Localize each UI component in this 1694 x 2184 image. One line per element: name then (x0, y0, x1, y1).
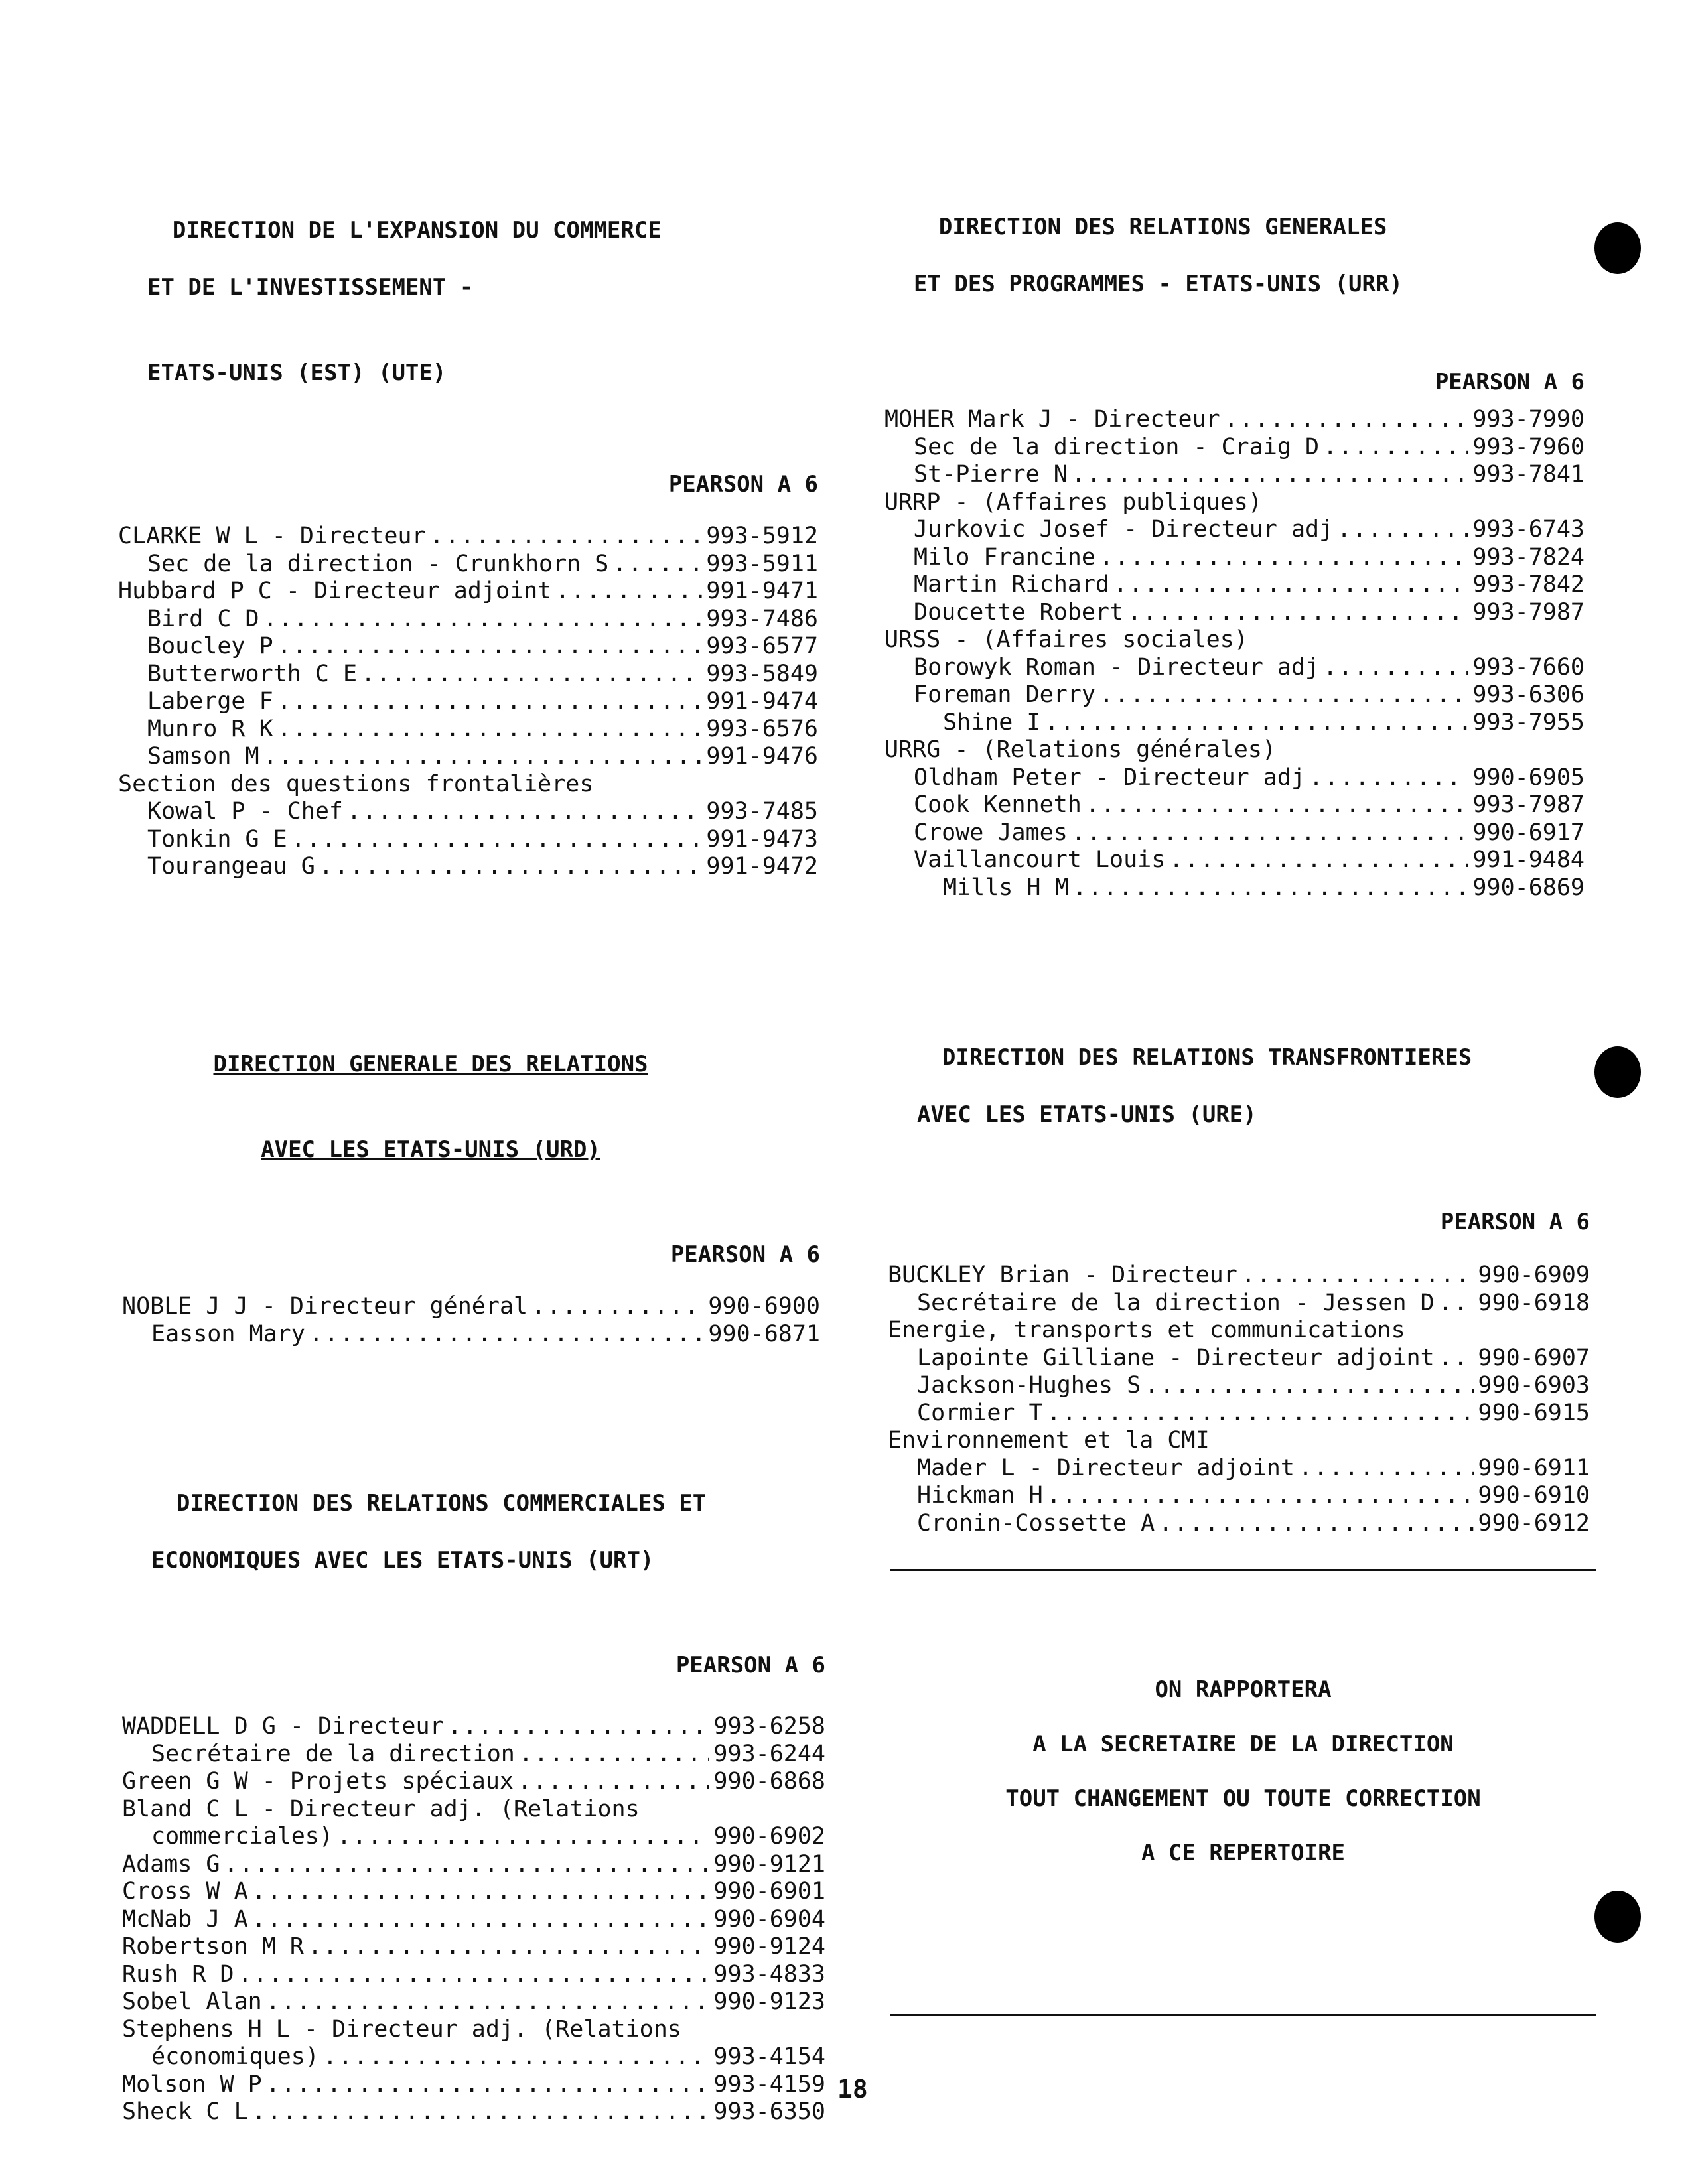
entry-phone: 990-6909 (1478, 1262, 1590, 1288)
entry-name: Rush R D (122, 1960, 234, 1988)
dot-leader (1099, 681, 1468, 709)
entry-name: Milo Francine (914, 543, 1095, 571)
entry-name: Green G W - Projets spéciaux (122, 1768, 514, 1795)
title-line: ECONOMIQUES AVEC LES ETATS-UNIS (URT) (151, 1547, 654, 1574)
entry-name: BUCKLEY Brian - Directeur (888, 1262, 1237, 1288)
entry-phone: 993-4833 (713, 1960, 825, 1988)
entry-phone: 990-6918 (1478, 1289, 1590, 1316)
dot-leader (337, 1823, 709, 1851)
section-title (888, 1015, 1590, 1186)
directory-entry (122, 2071, 825, 2099)
entry-name: Robertson M R (122, 1933, 304, 1960)
directory-entry (122, 1878, 825, 1906)
directory-entry (888, 1317, 1590, 1345)
entry-name: Jurkovic Josef - Directeur adj (914, 516, 1334, 543)
directory-entry (122, 1741, 825, 1769)
entry-name: Munro R K (147, 715, 273, 742)
entry-phone: 993-4154 (713, 2043, 825, 2070)
directory-entry (118, 771, 818, 799)
section-urr (884, 184, 1585, 902)
location-label: PEARSON A 6 (668, 471, 818, 498)
notice-line: TOUT CHANGEMENT OU TOUTE CORRECTION (1005, 1785, 1481, 1812)
dot-leader (263, 743, 703, 771)
entry-name: Mills H M (943, 874, 1069, 901)
title-line: DIRECTION DE L'EXPANSION DU COMMERCE (172, 217, 662, 243)
entry-phone: 993-6244 (713, 1740, 825, 1767)
entry-name: MOHER Mark J - Directeur (884, 406, 1220, 433)
directory-entry (888, 1400, 1590, 1428)
directory-entry (884, 461, 1585, 489)
entry-phone: 993-7824 (1472, 543, 1585, 571)
dot-leader (277, 633, 703, 661)
directory-entry (884, 599, 1585, 627)
entry-name: Easson Mary (151, 1320, 305, 1347)
entry-name: URRG - (Relations générales) (884, 736, 1277, 763)
entry-name: Tourangeau G (147, 853, 315, 880)
dot-leader (1072, 819, 1469, 847)
title-line: ET DE L'INVESTISSEMENT - (147, 274, 474, 301)
section-ute (118, 188, 818, 881)
title-line: DIRECTION DES RELATIONS GENERALES (938, 214, 1387, 240)
dot-leader (252, 1878, 710, 1906)
entry-phone: 993-6577 (706, 633, 818, 659)
entry-phone: 991-9473 (706, 825, 818, 853)
directory-entry (122, 2098, 825, 2126)
title-line: ETATS-UNIS (EST) (UTE) (147, 360, 447, 386)
entry-phone: 990-6911 (1478, 1454, 1590, 1481)
directory-entry (118, 551, 818, 579)
title-line: AVEC LES ETATS-UNIS (URD) (261, 1136, 600, 1163)
dot-leader (1299, 1455, 1474, 1483)
directory-entry (118, 633, 818, 661)
entry-phone: 993-7990 (1472, 406, 1585, 433)
entry-phone: 993-5849 (706, 660, 818, 687)
entries-list (122, 1713, 825, 2126)
dot-leader (612, 551, 702, 579)
dot-leader (308, 1933, 709, 1961)
directory-entry (122, 1796, 825, 1824)
dot-leader (1159, 1510, 1474, 1538)
directory-entry (118, 688, 818, 716)
entry-name: Laberge F (147, 688, 273, 715)
entry-phone: 993-7660 (1472, 653, 1585, 681)
entry-phone: 991-9474 (706, 688, 818, 715)
dot-leader (1337, 516, 1468, 544)
directory-entry (122, 1293, 820, 1321)
title-line: DIRECTION GENERALE DES RELATIONS (213, 1051, 648, 1077)
dot-leader (291, 826, 703, 854)
directory-entry (122, 1933, 825, 1961)
binder-hole-icon (1594, 1891, 1641, 1943)
directory-entry (884, 516, 1585, 544)
dot-leader (448, 1713, 710, 1741)
entry-name: CLARKE W L - Directeur (118, 523, 426, 549)
directory-entry (884, 709, 1585, 737)
notice-line: A CE REPERTOIRE (1141, 1840, 1346, 1866)
directory-entry (888, 1455, 1590, 1483)
entry-phone: 993-6306 (1472, 681, 1585, 708)
entry-phone: 990-6869 (1472, 874, 1585, 901)
entry-name: Mader L - Directeur adjoint (917, 1454, 1295, 1481)
dot-leader (1145, 1372, 1474, 1400)
entry-phone: 993-7955 (1472, 709, 1585, 736)
notice-line: A LA SECRETAIRE DE LA DIRECTION (1032, 1731, 1454, 1757)
entry-name: WADDELL D G - Directeur (122, 1713, 444, 1740)
entry-name: Oldham Peter - Directeur adj (914, 764, 1306, 791)
entry-phone: 991-9476 (706, 743, 818, 770)
entry-name: Butterworth C E (147, 660, 358, 687)
entry-phone: 990-6900 (708, 1293, 820, 1320)
location-label: PEARSON A 6 (670, 1241, 820, 1268)
dot-leader (1309, 764, 1468, 792)
correction-notice (890, 1676, 1596, 1894)
section-title (118, 188, 818, 444)
directory-entry (884, 571, 1585, 599)
entry-name: Kowal P - Chef (147, 798, 344, 825)
entry-name: NOBLE J J - Directeur général (122, 1293, 528, 1320)
dot-leader (263, 606, 703, 634)
entry-name: Samson M (147, 743, 259, 770)
entry-name: Doucette Robert (914, 598, 1124, 626)
directory-entry (122, 1906, 825, 1934)
directory-entry (884, 434, 1585, 462)
title-line: ET DES PROGRAMMES - ETATS-UNIS (URR) (914, 271, 1403, 297)
directory-entry (884, 791, 1585, 819)
dot-leader (323, 2043, 710, 2071)
directory-entry (884, 681, 1585, 709)
entry-name: Stephens H L - Directeur adj. (Relations (122, 2015, 681, 2043)
directory-entry (888, 1262, 1590, 1290)
dot-leader (266, 1988, 710, 2016)
entry-phone: 990-6910 (1478, 1482, 1590, 1509)
entry-name: Borowyk Roman - Directeur adj (914, 653, 1320, 681)
entry-phone: 990-6907 (1478, 1344, 1590, 1371)
dot-leader (277, 716, 703, 744)
entry-phone: 991-9471 (706, 578, 818, 604)
entry-phone: 993-5912 (706, 523, 818, 549)
dot-leader (1045, 709, 1469, 737)
section-title (96, 993, 766, 1221)
dot-leader (1439, 1290, 1474, 1318)
dot-leader (1323, 434, 1468, 462)
entry-phone: 993-7486 (706, 605, 818, 632)
directory-entry (884, 489, 1585, 517)
binder-hole-icon (1594, 1046, 1641, 1098)
binder-hole-icon (1594, 222, 1641, 274)
entry-name: Environnement et la CMI (888, 1427, 1210, 1454)
entry-name: Cormier T (917, 1399, 1043, 1426)
dot-leader (1047, 1482, 1474, 1510)
location-label: PEARSON A 6 (1435, 369, 1585, 395)
dot-leader (277, 688, 703, 716)
entry-name: Sec de la direction - Crunkhorn S (147, 550, 609, 577)
location-label: PEARSON A 6 (675, 1652, 825, 1678)
dot-leader (252, 1906, 710, 1934)
directory-entry (888, 1510, 1590, 1538)
title-line: DIRECTION DES RELATIONS COMMERCIALES ET (176, 1490, 707, 1517)
directory-entry (122, 1768, 825, 1796)
dot-leader (266, 2071, 710, 2099)
section-urd (122, 993, 820, 1348)
directory-entry (122, 1851, 825, 1879)
dot-leader (519, 1741, 710, 1769)
entry-name: Sobel Alan (122, 1988, 262, 2015)
directory-entry (122, 1961, 825, 1989)
directory-entry (888, 1482, 1590, 1510)
entry-phone: 990-9124 (713, 1933, 825, 1960)
entry-phone: 993-7987 (1472, 598, 1585, 626)
dot-leader (1224, 406, 1469, 434)
directory-entry (118, 826, 818, 854)
entry-name: Hubbard P C - Directeur adjoint (118, 578, 552, 604)
entry-phone: 990-9123 (713, 1988, 825, 2015)
entry-phone: 993-7841 (1472, 461, 1585, 488)
entry-name: Sheck C L (122, 2098, 248, 2125)
entry-name: Section des questions frontalières (118, 770, 594, 797)
entry-phone: 993-7842 (1472, 571, 1585, 598)
entry-name: Secrétaire de la direction - Jessen D (917, 1289, 1435, 1316)
entry-phone: 993-5911 (706, 550, 818, 577)
directory-entry (118, 716, 818, 744)
directory-entry (122, 1988, 825, 2016)
directory-entry (122, 1321, 820, 1349)
entry-name: Cook Kenneth (914, 791, 1082, 818)
entry-phone: 993-7960 (1472, 433, 1585, 460)
dot-leader (1439, 1345, 1474, 1373)
entry-phone: 990-6905 (1472, 764, 1585, 791)
dot-leader (555, 578, 702, 606)
directory-entry (118, 661, 818, 689)
title-line: AVEC LES ETATS-UNIS (URE) (917, 1101, 1257, 1128)
directory-entry (118, 853, 818, 881)
dot-leader (1073, 874, 1469, 902)
directory-entry (888, 1427, 1590, 1455)
entry-phone: 990-6917 (1472, 819, 1585, 846)
dot-leader (309, 1321, 705, 1349)
entry-phone: 993-4159 (713, 2071, 825, 2098)
directory-entry (884, 406, 1585, 434)
entry-name: commerciales) (151, 1823, 333, 1850)
entry-name: Bird C D (147, 605, 259, 632)
section-title (884, 184, 1585, 356)
entry-phone: 993-6743 (1472, 516, 1585, 543)
directory-entry (118, 606, 818, 634)
entry-phone: 993-7485 (706, 798, 818, 825)
entry-name: Bland C L - Directeur adj. (Relations (122, 1795, 640, 1822)
dot-leader (1099, 544, 1468, 572)
entry-phone: 990-6915 (1478, 1399, 1590, 1426)
dot-leader (347, 798, 702, 826)
entry-phone: 990-6868 (713, 1768, 825, 1795)
dot-leader (518, 1768, 709, 1796)
dot-leader (1127, 599, 1468, 627)
entry-name: Molson W P (122, 2071, 262, 2098)
section-ure (888, 1015, 1590, 1537)
entry-name: Secrétaire de la direction (151, 1740, 515, 1767)
entry-name: URRP - (Affaires publiques) (884, 488, 1262, 515)
dot-leader (319, 853, 703, 881)
directory-entry (118, 743, 818, 771)
entry-phone: 993-6576 (706, 715, 818, 742)
dot-leader (238, 1961, 710, 1989)
entry-phone: 993-7987 (1472, 791, 1585, 818)
entry-phone: 991-9484 (1472, 847, 1585, 873)
dot-leader (361, 661, 702, 689)
entry-name: Lapointe Gilliane - Directeur adjoint (917, 1344, 1435, 1371)
notice-bottom-rule (890, 2014, 1596, 2016)
entries-list (884, 406, 1585, 902)
directory-entry (884, 819, 1585, 847)
entry-name: Jackson-Hughes S (917, 1372, 1141, 1399)
entries-list (122, 1293, 820, 1348)
entry-phone: 990-6902 (713, 1823, 825, 1850)
title-line: DIRECTION DES RELATIONS TRANSFRONTIERES (942, 1044, 1472, 1071)
directory-entry (122, 1713, 825, 1741)
directory-entry (122, 2016, 825, 2044)
entry-name: Crowe James (914, 819, 1068, 846)
directory-entry (884, 544, 1585, 572)
entry-phone: 990-6901 (713, 1878, 825, 1905)
directory-entry (118, 578, 818, 606)
directory-entry (122, 2043, 825, 2071)
directory-entry (118, 798, 818, 826)
entry-name: Vaillancourt Louis (914, 847, 1166, 873)
dot-leader (430, 523, 703, 551)
entry-name: Shine I (943, 709, 1041, 736)
dot-leader (224, 1851, 710, 1879)
entry-phone: 993-6258 (713, 1713, 825, 1740)
directory-entry (884, 736, 1585, 764)
directory-entry (888, 1372, 1590, 1400)
directory-entry (122, 1823, 825, 1851)
entry-name: Foreman Derry (914, 681, 1095, 708)
entry-name: McNab J A (122, 1905, 248, 1933)
dot-leader (1241, 1262, 1474, 1290)
dot-leader (531, 1293, 704, 1321)
entry-name: URSS - (Affaires sociales) (884, 626, 1248, 653)
directory-entry (884, 874, 1585, 902)
entry-name: Tonkin G E (147, 825, 287, 853)
entry-phone: 990-6903 (1478, 1372, 1590, 1399)
directory-entry (884, 764, 1585, 792)
notice-line: ON RAPPORTERA (1155, 1676, 1332, 1703)
entry-name: St-Pierre N (914, 461, 1068, 488)
dot-leader (1323, 654, 1468, 682)
section-urt (122, 1461, 825, 2126)
directory-entry (884, 847, 1585, 874)
entry-name: Hickman H (917, 1482, 1043, 1509)
entry-phone: 990-9121 (713, 1850, 825, 1877)
entries-list (118, 523, 818, 881)
entry-name: Cronin-Cossette A (917, 1509, 1155, 1536)
entry-phone: 990-6912 (1478, 1509, 1590, 1536)
directory-entry (884, 654, 1585, 682)
entry-name: Adams G (122, 1850, 220, 1877)
entry-phone: 990-6871 (708, 1320, 820, 1347)
dot-leader (252, 2098, 710, 2126)
entry-phone: 990-6904 (713, 1905, 825, 1933)
location-label: PEARSON A 6 (1440, 1209, 1590, 1235)
entry-name: Cross W A (122, 1878, 248, 1905)
directory-entry (118, 523, 818, 551)
notice-top-rule (890, 1569, 1596, 1571)
directory-entry (888, 1345, 1590, 1373)
entry-phone: 993-6350 (713, 2098, 825, 2125)
entry-name: Sec de la direction - Craig D (914, 433, 1320, 460)
entry-phone: 991-9472 (706, 853, 818, 880)
dot-leader (1072, 461, 1469, 489)
directory-entry (888, 1290, 1590, 1318)
dot-leader (1086, 791, 1469, 819)
entry-name: économiques) (151, 2043, 319, 2070)
entry-name: Energie, transports et communications (888, 1317, 1405, 1343)
entry-name: Martin Richard (914, 571, 1110, 598)
dot-leader (1047, 1400, 1474, 1428)
dot-leader (1113, 571, 1468, 599)
dot-leader (1169, 847, 1468, 874)
page-number: 18 (837, 2075, 868, 2104)
directory-entry (884, 626, 1585, 654)
entries-list (888, 1262, 1590, 1537)
section-title (122, 1461, 825, 1632)
entry-name: Boucley P (147, 633, 273, 659)
